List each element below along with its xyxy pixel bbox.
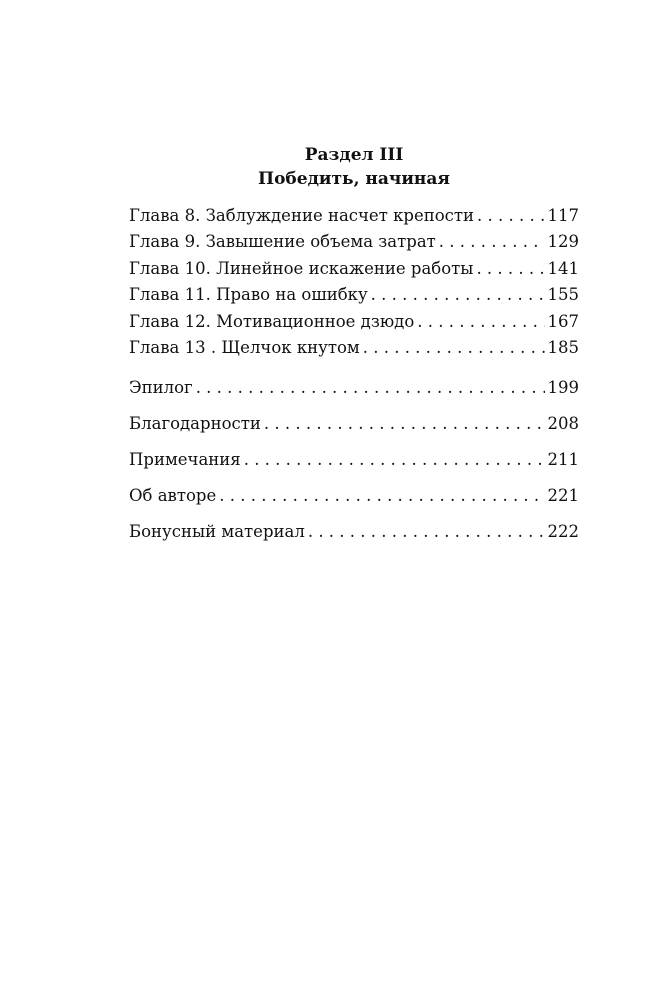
toc-entry-chapter-13 (129, 335, 579, 361)
toc-dot-leader (371, 282, 545, 308)
table-of-contents (129, 203, 579, 550)
toc-entry-title: Глава 10. Линейное искажение работы (129, 258, 474, 278)
toc-entry-acknowledgements (129, 406, 579, 442)
toc-entry-title: Глава 12. Мотивационное дзюдо (129, 311, 415, 331)
toc-entry-page: 222 (547, 522, 579, 542)
toc-dot-leader (417, 309, 544, 335)
toc-entry-title: Глава 8. Заблуждение насчет крепости (129, 206, 475, 225)
toc-dot-leader (196, 370, 545, 406)
toc-entry-chapter-8 (129, 203, 579, 229)
section-header (129, 143, 579, 191)
toc-dot-leader (476, 256, 544, 282)
toc-entry-title: Глава 11. Право на ошибку (129, 285, 368, 305)
toc-entry-page: 199 (547, 378, 579, 398)
section-title: Победить, начиная (258, 169, 450, 189)
toc-dot-leader (363, 335, 545, 361)
toc-entry-page: 141 (547, 258, 579, 278)
toc-entry-bonus-material (129, 514, 579, 550)
toc-dot-leader (244, 442, 545, 478)
toc-dot-leader (219, 478, 544, 514)
toc-entry-title: Бонусный материал (129, 522, 305, 542)
toc-entry-title: Глава 13 . Щелчок кнутом (129, 337, 360, 357)
toc-dot-leader (439, 229, 545, 255)
toc-entry-about-author (129, 478, 579, 514)
toc-dot-leader (308, 514, 545, 550)
toc-entry-notes (129, 442, 579, 478)
toc-entry-page: 221 (547, 486, 579, 506)
toc-entry-title: Об авторе (129, 486, 217, 506)
section-label: Раздел III (304, 145, 404, 165)
toc-entry-page: 185 (547, 337, 579, 357)
toc-entry-chapter-12 (129, 309, 579, 335)
toc-entry-title: Примечания (129, 450, 241, 470)
toc-entry-chapter-10 (129, 256, 579, 282)
toc-entry-chapter-11 (129, 282, 579, 308)
toc-entry-title: Благодарности (129, 414, 261, 434)
toc-dot-leader (477, 203, 544, 229)
toc-entry-title: Эпилог (129, 378, 193, 398)
toc-entry-title: Глава 9. Завышение объема затрат (129, 232, 436, 252)
toc-entry-page: 155 (547, 285, 579, 305)
toc-entry-epilogue (129, 370, 579, 406)
toc-entry-page: 211 (547, 450, 579, 470)
toc-entry-page: 208 (547, 414, 579, 434)
toc-entry-page: 117 (547, 206, 579, 225)
toc-dot-leader (264, 406, 545, 442)
toc-entry-chapter-9 (129, 229, 579, 255)
toc-entry-page: 167 (547, 311, 579, 331)
toc-entry-page: 129 (547, 232, 579, 252)
